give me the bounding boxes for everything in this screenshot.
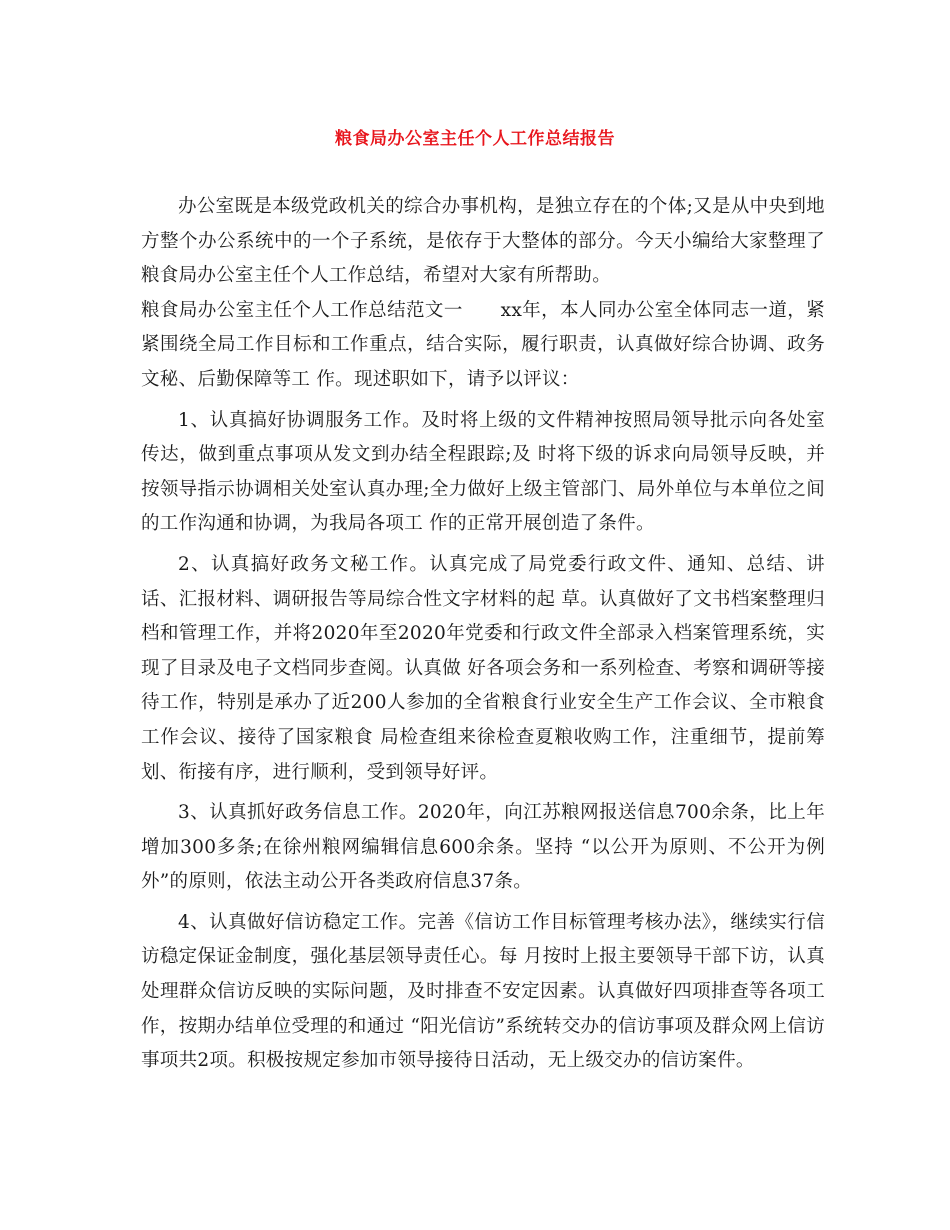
section-2-paragraph: 2、认真搞好政务文秘工作。认真完成了局党委行政文件、通知、总结、讲话、汇报材料、调研报告等局综合性文字材料的起 草。认真做好了文书档案整理归档和管理工作，并将2020年至2020年党委和行政文件全部录入档案管理系统，实现了目录及电子文档同步查阅。认真做 好各项会务和一系列检查、考察和调研等接待工作，特别是承办了近200人参加的全省粮食行业安全生产工作会议、全市粮食工作会议、接待了国家粮食 局检查组来徐检查夏粮收购工作，注重细节，提前筹划、衔接有序，进行顺利，受到领导好评。 xyxy=(141,553,825,783)
sample-one-paragraph: 粮食局办公室主任个人工作总结范文一 xx年，本人同办公室全体同志一道，紧紧围绕全局工作目标和工作重点，结合实际，履行职责，认真做好综合协调、政务文秘、后勤保障等工 作。现述职如下，请予以评议： xyxy=(141,299,825,390)
section-3-paragraph: 3、认真抓好政务信息工作。2020年，向江苏粮网报送信息700余条，比上年增加300多条;在徐州粮网编辑信息600余条。坚持 “以公开为原则、不公开为例外”的原则，依法主动公开各类政府信息37条。 xyxy=(141,802,825,893)
document-body xyxy=(141,190,825,1079)
section-1-paragraph: 1、认真搞好协调服务工作。及时将上级的文件精神按照局领导批示向各处室传达，做到重点事项从发文到办结全程跟踪;及 时将下级的诉求向局领导反映，并按领导指示协调相关处室认真办理;全力做好上级主管部门、局外单位与本单位之间的工作沟通和协调，为我局各项工 作的正常开展创造了条件。 xyxy=(141,409,825,535)
intro-paragraph: 办公室既是本级党政机关的综合办事机构，是独立存在的个体;又是从中央到地方整个办公系统中的一个子系统，是依存于大整体的部分。今天小编给大家整理了粮食局办公室主任个人工作总结，希望对大家有所帮助。 xyxy=(141,196,825,287)
section-4-paragraph: 4、认真做好信访稳定工作。完善《信访工作目标管理考核办法》，继续实行信访稳定保证金制度，强化基层领导责任心。每 月按时上报主要领导干部下访，认真处理群众信访反映的实际问题，及时排查不安定因素。认真做好四项排查等各项工作，按期办结单位受理的和通过 “阳光信访”系统转交办的信访事项及群众网上信访事项共2项。积极按规定参加市领导接待日活动，无上级交办的信访案件。 xyxy=(141,911,825,1072)
document-title: 粮食局办公室主任个人工作总结报告 xyxy=(335,129,615,149)
